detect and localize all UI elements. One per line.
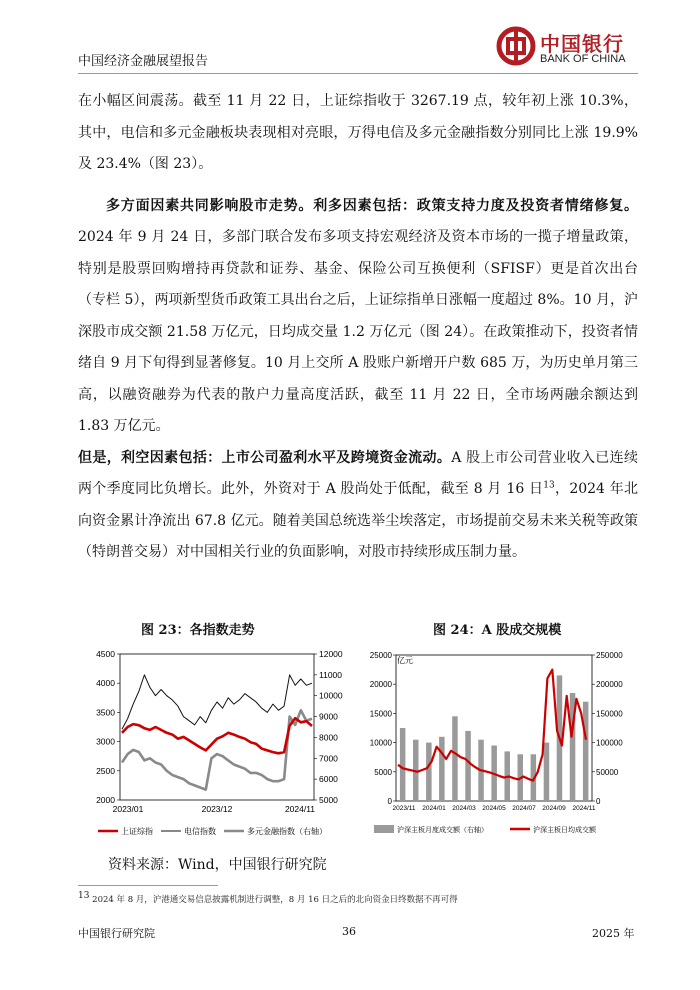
fig23-title: 图 23：各指数走势 — [141, 623, 255, 638]
y-right-tick-label: 8000 — [319, 732, 338, 743]
footnote-mark: 13 — [78, 891, 90, 902]
monthly-turnover-bar — [544, 743, 550, 801]
monthly-turnover-bar — [439, 737, 445, 801]
monthly-turnover-bar — [452, 716, 458, 801]
header-rule — [78, 73, 638, 74]
paragraph-3-text-a: A 股上市公司营业收入已连续两个季度同比负增长。此外，外资对于 A 股尚处于低配，截至 8 月 16 日 — [78, 449, 639, 497]
y-left-tick-label: 4500 — [96, 649, 115, 659]
y-right-tick-label: 150000 — [596, 709, 623, 719]
y-left-tick-label: 10000 — [369, 738, 392, 748]
paragraph-2-text: 2024 年 9 月 24 日，多部门联合发布多项支持宏观经济及资本市场的一揽子增量政策，特别是股票回购增持再贷款和证券、基金、保险公司互换便利（SFISF）更是首次出台（专栏 5），两项新型货币政策工具出台之后，上证综指单日涨幅一度超过 8%。10 月，沪深股市成交额 21.58 万亿元，日均成交量 1.2 万亿元（图 24）。在政策推动下，投资者情绪自 9 月下旬得到显著修复。10 月上交所 A 股账户新增开户数 685 万，为历史单月第三高，以融资融券为代表的散户力量高度活跃，截至 11 月 22 日，全市场两融余额达到 1.83 万亿元。 — [78, 229, 638, 434]
y-left-tick-label: 2000 — [96, 795, 115, 805]
legend-label-daily-turnover: 沪深主板日均成交额 — [533, 827, 596, 834]
x-tick-label: 2024/07 — [512, 805, 536, 812]
footnote-rule — [78, 885, 218, 886]
x-tick-label: 2024/01 — [422, 805, 446, 812]
bank-of-china-emblem-icon — [496, 26, 536, 66]
y-right-tick-label: 11000 — [319, 669, 343, 680]
paragraph-3 — [78, 443, 638, 569]
footnote — [78, 893, 458, 905]
y-right-tick-label: 6000 — [319, 774, 338, 785]
series-line-1 — [122, 675, 312, 729]
monthly-turnover-bar — [400, 728, 406, 801]
y-left-tick-label: 2500 — [96, 765, 115, 776]
report-title: 中国经济金融展望报告 — [78, 54, 209, 69]
x-tick-label: 2023/12 — [201, 804, 233, 814]
y-left-tick-label: 4000 — [96, 678, 115, 689]
y-left-tick-label: 3500 — [96, 707, 115, 718]
legend-label-diversified-finance: 多元金融指数（右轴） — [247, 827, 327, 836]
y-left-tick-label: 20000 — [369, 680, 392, 690]
y-right-tick-label: 50000 — [596, 767, 619, 777]
logo-chinese-name: 中国银行 — [540, 32, 624, 56]
page-number: 36 — [342, 925, 356, 938]
x-tick-label: 2024/11 — [284, 804, 316, 814]
y-left-tick-label: 5000 — [374, 767, 392, 777]
y-right-tick-label: 7000 — [319, 753, 338, 764]
fig24-chart — [360, 645, 650, 845]
y-right-tick-label: 200000 — [596, 680, 623, 690]
x-tick-label: 2024/09 — [542, 805, 566, 812]
y-right-tick-label: 100000 — [596, 738, 623, 748]
legend-label-telecom: 电信指数 — [184, 827, 216, 836]
legend-label-sse: 上证综指 — [121, 827, 153, 836]
y-right-tick-label: 250000 — [596, 651, 623, 660]
paragraph-3-text-b: ，2024 年北向资金累计净流出 67.8 亿元。随着美国总统选举尘埃落定，市场提前交易未来关税等政策（特朗普交易）对中国相关行业的负面影响，对股市持续形成压制力量。 — [78, 481, 638, 560]
y-right-tick-label: 9000 — [319, 711, 338, 722]
paragraph-1: 在小幅区间震荡。截至 11 月 22 日，上证综指收于 3267.19 点，较年初上涨 10.3%，其中，电信和多元金融板块表现相对亮眼，万得电信及多元金融指数分别同比上涨 19.9%及 23.4%（图 23）。 — [78, 93, 638, 172]
y-left-tick-label: 15000 — [369, 709, 392, 719]
footer-year: 2025 年 — [592, 927, 635, 940]
y-right-tick-label: 10000 — [319, 690, 343, 701]
paragraph-2-heading: 多方面因素共同影响股市走势。利多因素包括：政策支持力度及投资者情绪修复。 — [106, 197, 638, 214]
paragraph-3-heading: 但是，利空因素包括：上市公司盈利水平及跨境资金流动。 — [78, 449, 452, 466]
paragraph-2 — [78, 191, 638, 443]
footer-publisher: 中国银行研究院 — [78, 927, 155, 940]
fig24-title: 图 24：A 股成交规模 — [433, 623, 562, 638]
body-text — [78, 86, 638, 569]
footnote-text: 2024 年 8 月，沪港通交易信息披露机制进行调整，8 月 16 日之后的北向资金日终数据不再可得 — [92, 895, 458, 905]
fig24-unit-label: 亿元 — [397, 656, 413, 665]
y-left-tick-label: 3000 — [96, 736, 115, 747]
bank-logo — [496, 26, 636, 72]
y-right-tick-label: 12000 — [319, 649, 343, 659]
logo-english-name: BANK OF CHINA — [540, 53, 626, 65]
x-tick-label: 2023/11 — [392, 805, 416, 812]
x-tick-label: 2023/01 — [112, 804, 144, 814]
legend-label-monthly-turnover: 沪深主板月度成交额（右轴） — [397, 827, 488, 834]
y-left-tick-label: 25000 — [369, 651, 392, 660]
monthly-turnover-bar — [465, 731, 471, 801]
series-line-0 — [122, 718, 312, 753]
x-tick-label: 2024/05 — [482, 805, 506, 812]
fig23-chart — [78, 645, 358, 845]
x-tick-label: 2024/11 — [572, 805, 596, 812]
monthly-turnover-bar — [583, 702, 589, 801]
y-left-tick-label: 0 — [387, 797, 392, 806]
source-note: 资料来源：Wind，中国银行研究院 — [108, 857, 327, 873]
x-tick-label: 2024/03 — [452, 805, 476, 812]
y-right-tick-label: 5000 — [319, 795, 338, 805]
monthly-turnover-bar — [426, 743, 432, 801]
y-right-tick-label: 0 — [596, 797, 601, 806]
footnote-ref: 13 — [543, 480, 555, 491]
